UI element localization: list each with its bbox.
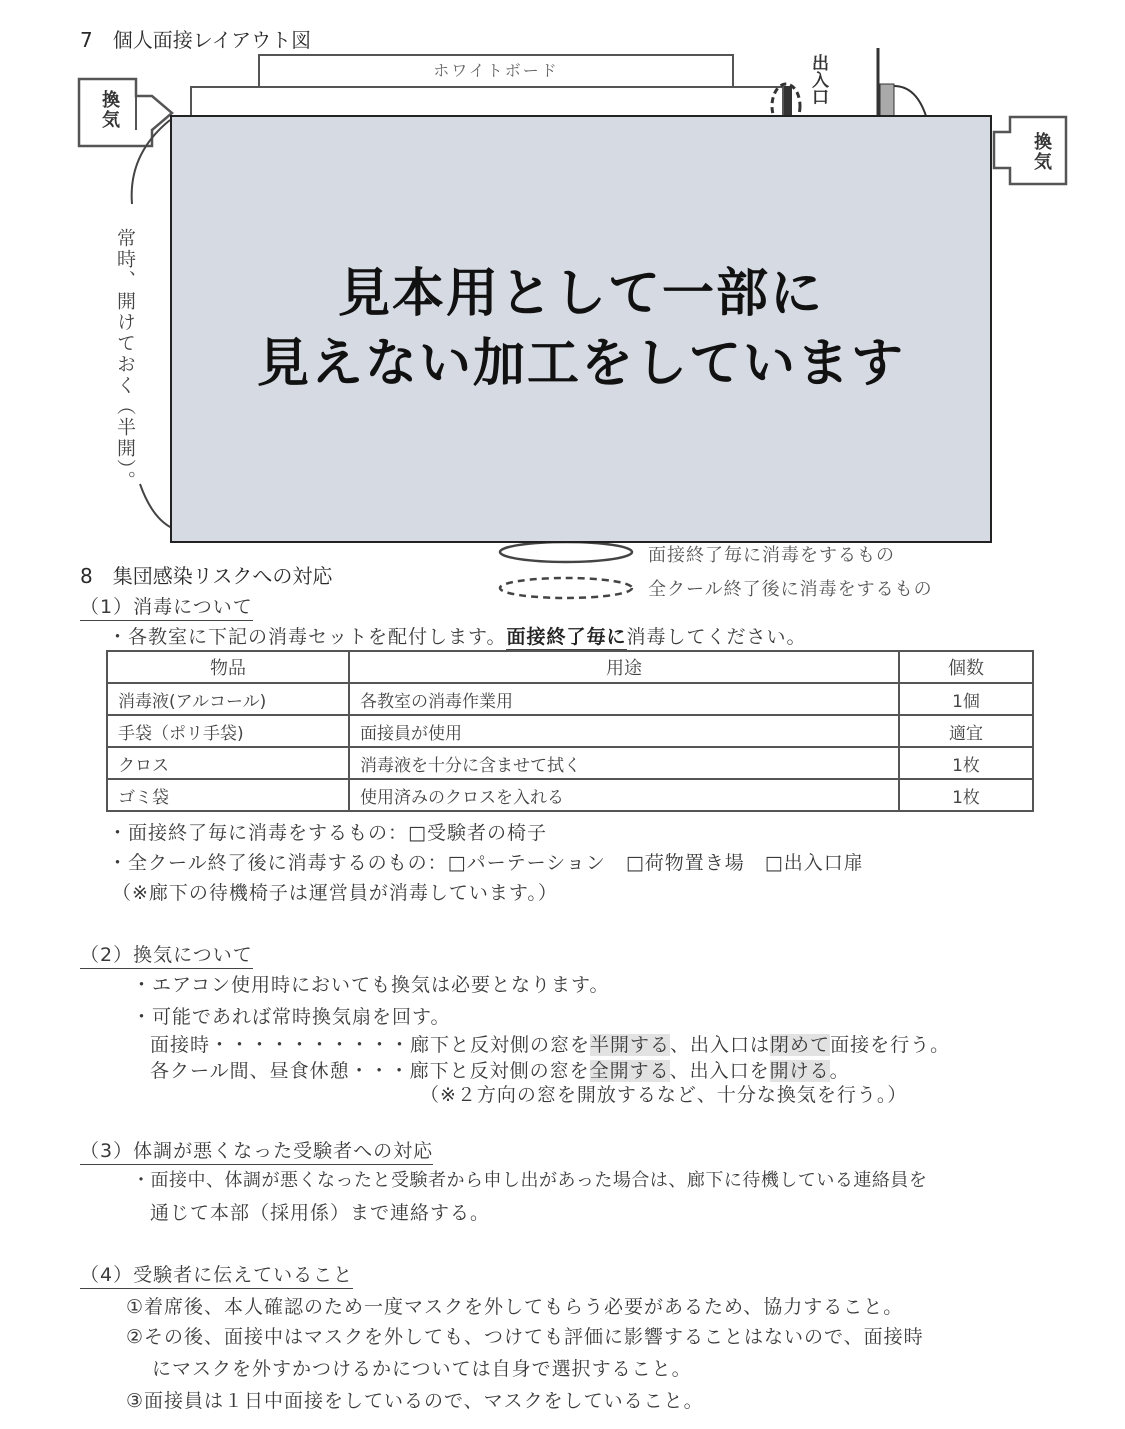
table-cell-use: 面接員が使用 xyxy=(349,715,899,747)
disinfection-set-table xyxy=(106,650,1034,812)
table-row xyxy=(107,779,1033,811)
table-cell-qty: 1個 xyxy=(899,683,1033,715)
table-cell-qty: 1枚 xyxy=(899,779,1033,811)
table-cell-item: 消毒液(アルコール) xyxy=(107,683,349,715)
sub2-break-mid: 、出入口を xyxy=(669,1060,770,1082)
table-cell-item: ゴミ袋 xyxy=(107,779,349,811)
sub1-intro-suffix: 消毒してください。 xyxy=(626,626,807,648)
table-header-qty: 個数 xyxy=(899,651,1033,683)
sub3-line1: ・面接中、体調が悪くなったと受験者から申し出があった場合は、廊下に待機している連絡員を xyxy=(132,1170,928,1191)
sub2-line2: ・可能であれば常時換気扇を回す。 xyxy=(132,1006,451,1028)
table-cell-use: 各教室の消毒作業用 xyxy=(349,683,899,715)
sub2-interview-label: 面接時・・・・・・・・・・廊下と反対側の窓を xyxy=(150,1034,591,1056)
sub2-break-line xyxy=(150,1056,850,1083)
sub2-break-emph1: 全開する xyxy=(589,1060,670,1082)
table-header-row xyxy=(107,651,1033,683)
sub1-title: （1）消毒について xyxy=(80,592,253,621)
legend-ellipses xyxy=(494,538,640,604)
window-note: 常時、開けておく（半開）。 xyxy=(114,228,136,492)
vent-right-label: 換気 xyxy=(1031,132,1052,172)
whiteboard xyxy=(258,54,734,88)
entrance-door-icon xyxy=(764,46,934,122)
sub2-note: （※２方向の窓を開放するなど、十分な換気を行う。） xyxy=(420,1084,908,1106)
sub1-note: （※廊下の待機椅子は運営員が消毒しています。） xyxy=(112,882,558,904)
table-header-item: 物品 xyxy=(107,651,349,683)
sub2-interview-suffix: 面接を行う。 xyxy=(830,1034,951,1056)
sub2-interview-line xyxy=(150,1030,950,1057)
table-row xyxy=(107,683,1033,715)
sub2-break-label: 各クール間、昼食休憩・・・廊下と反対側の窓を xyxy=(150,1060,590,1082)
sub4-item1: ①着席後、本人確認のため一度マスクを外してもらう必要があるため、協力すること。 xyxy=(126,1296,904,1318)
sub1-after-each: ・面接終了毎に消毒をするもの：□受験者の椅子 xyxy=(108,822,547,844)
section7-heading: 7 個人面接レイアウト図 xyxy=(80,28,312,52)
table-cell-qty: 適宜 xyxy=(899,715,1033,747)
sub4-item2a: ②その後、面接中はマスクを外しても、つけても評価に影響することはないので、面接時 xyxy=(126,1326,924,1348)
sub4-title: （4）受験者に伝えていること xyxy=(80,1260,353,1289)
table-cell-item: クロス xyxy=(107,747,349,779)
sub2-interview-emph1: 半開する xyxy=(590,1034,671,1056)
sample-mask-line1: 見本用として一部に xyxy=(337,264,824,324)
sub1-intro-prefix: ・各教室に下記の消毒セットを配付します。 xyxy=(108,626,507,648)
section8-heading: 8 集団感染リスクへの対応 xyxy=(80,564,333,588)
table-cell-use: 消毒液を十分に含ませて拭く xyxy=(349,747,899,779)
table-cell-item: 手袋（ポリ手袋) xyxy=(107,715,349,747)
whiteboard-label: ホワイトボード xyxy=(433,61,559,80)
sub4-item3: ③面接員は１日中面接をしているので、マスクをしていること。 xyxy=(126,1390,704,1412)
sample-mask-line2: 見えない加工をしています xyxy=(256,334,905,394)
sub2-interview-mid: 、出入口は xyxy=(670,1034,771,1056)
sub4-item2b: にマスクを外すかつけるかについては自身で選択すること。 xyxy=(152,1358,692,1380)
table-row xyxy=(107,747,1033,779)
table-header-use: 用途 xyxy=(349,651,899,683)
sub1-intro-emph: 面接終了毎に xyxy=(506,626,627,648)
sub3-title: （3）体調が悪くなった受験者への対応 xyxy=(80,1136,433,1165)
table-row xyxy=(107,715,1033,747)
entrance-label: 出入口 xyxy=(808,54,828,105)
room-outline xyxy=(190,86,784,118)
sub2-line1: ・エアコン使用時においても換気は必要となります。 xyxy=(132,974,610,996)
sub3-line2: 通じて本部（採用係）まで連絡する。 xyxy=(150,1202,491,1224)
sample-redaction-overlay xyxy=(170,115,992,543)
table-cell-use: 使用済みのクロスを入れる xyxy=(349,779,899,811)
sub2-break-emph2: 開ける xyxy=(769,1060,830,1082)
sub2-break-suffix: 。 xyxy=(829,1060,850,1082)
sub1-after-all: ・全クール終了後に消毒するのもの：□パーテーション □荷物置き場 □出入口扉 xyxy=(108,852,864,874)
table-cell-qty: 1枚 xyxy=(899,747,1033,779)
sub1-intro xyxy=(108,622,807,649)
legend-solid-label: 面接終了毎に消毒をするもの xyxy=(648,545,895,566)
sub2-interview-emph2: 閉めて xyxy=(770,1034,831,1056)
legend-dashed-label: 全クール終了後に消毒をするもの xyxy=(648,579,933,600)
vent-left-label: 換気 xyxy=(99,90,120,130)
sub2-title: （2）換気について xyxy=(80,940,253,969)
